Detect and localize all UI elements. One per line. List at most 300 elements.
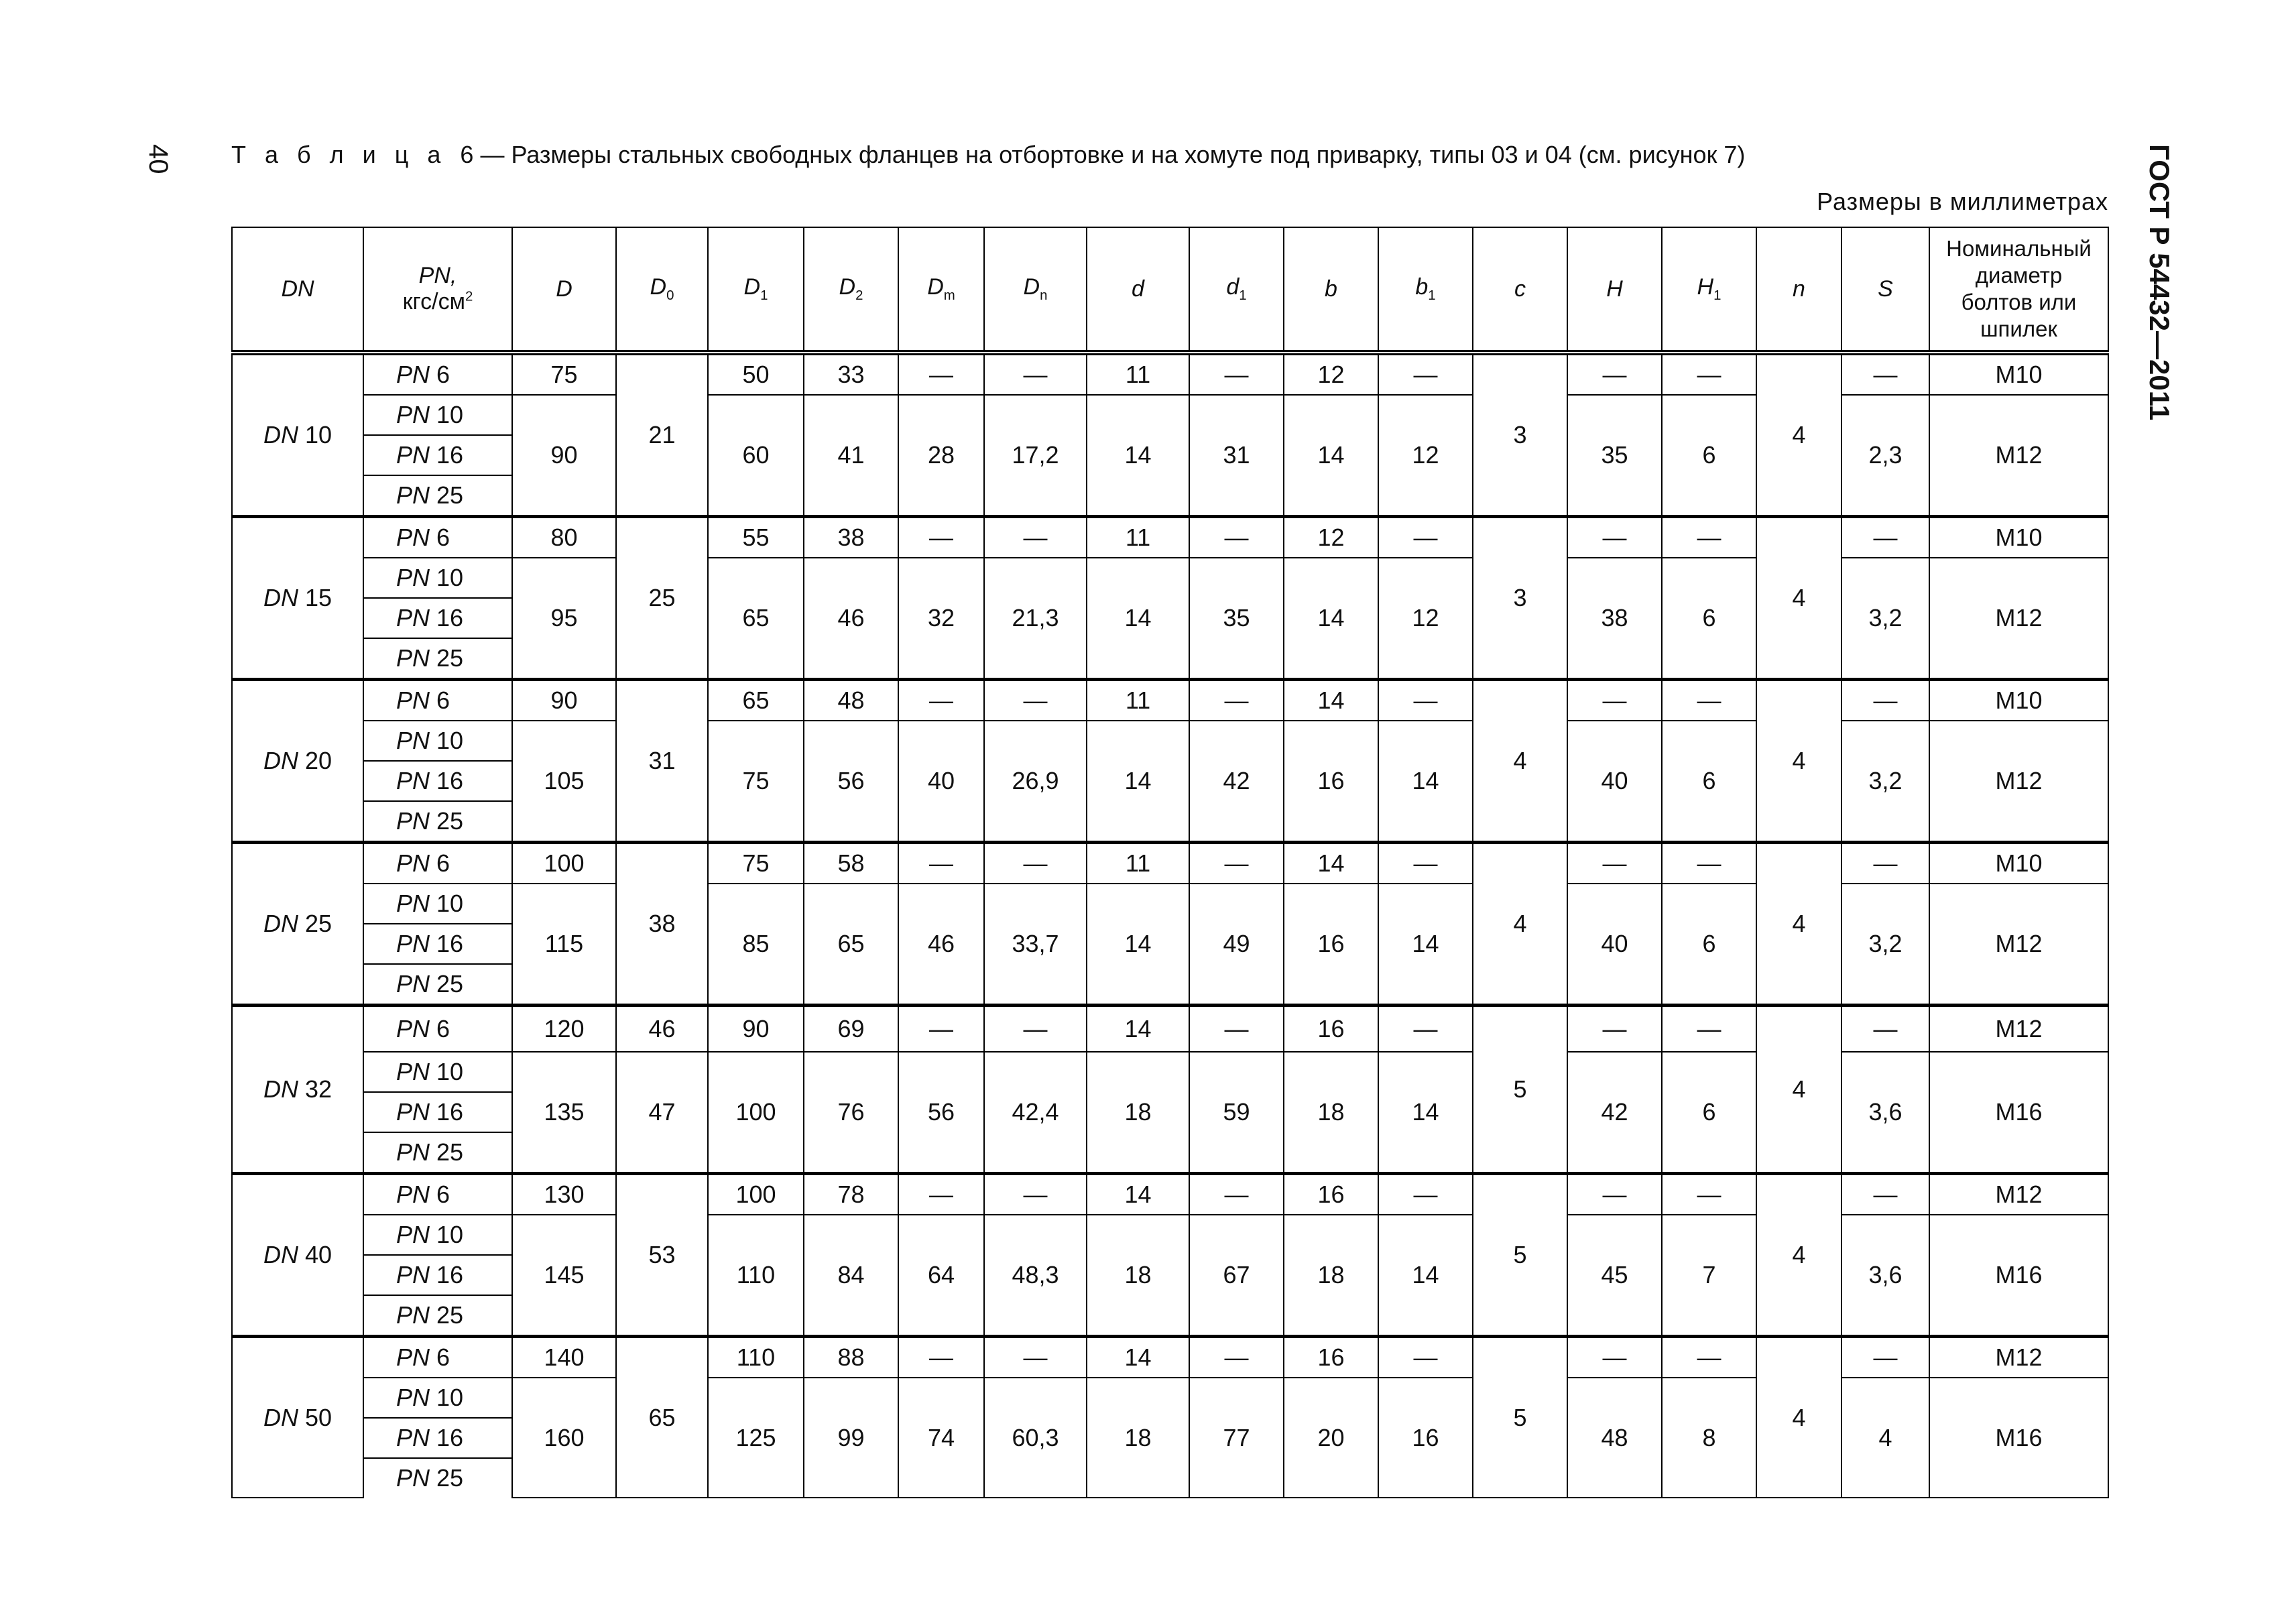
pn-prefix: PN xyxy=(396,727,430,754)
cell-c: 4 xyxy=(1473,843,1567,1006)
cell-D: 120 xyxy=(512,1006,616,1053)
cell-H: — xyxy=(1567,1174,1662,1215)
cell-bolt: М12 xyxy=(1929,884,2108,1006)
cell-pn xyxy=(363,843,512,884)
pn-value: 25 xyxy=(436,1301,464,1329)
cell-c: 4 xyxy=(1473,680,1567,843)
cell-D2: 69 xyxy=(804,1006,898,1053)
header-D: D xyxy=(512,227,616,353)
pn-value: 16 xyxy=(436,1261,464,1288)
pn-prefix: PN xyxy=(396,1343,430,1371)
dn-value: 50 xyxy=(304,1403,333,1431)
cell-d: 14 xyxy=(1087,721,1189,843)
cell-D0: 53 xyxy=(616,1174,708,1337)
pn-prefix: PN xyxy=(396,1384,430,1411)
cell-bolt: М16 xyxy=(1929,1052,2108,1174)
cell-d: 14 xyxy=(1087,1006,1189,1053)
cell-H1: 6 xyxy=(1662,1052,1756,1174)
cell-D1: 55 xyxy=(708,517,804,558)
cell-H1: — xyxy=(1662,1174,1756,1215)
cell-dn xyxy=(232,1337,363,1498)
header-dn: DN xyxy=(232,227,363,353)
pn-prefix: PN xyxy=(396,1301,430,1329)
cell-H: 35 xyxy=(1567,395,1662,517)
cell-dn xyxy=(232,843,363,1006)
cell-D0: 25 xyxy=(616,517,708,680)
cell-pn xyxy=(363,680,512,721)
dn-prefix: DN xyxy=(263,584,298,611)
cell-pn xyxy=(363,1006,512,1053)
cell-pn xyxy=(363,1337,512,1378)
cell-n: 4 xyxy=(1756,517,1841,680)
cell-pn xyxy=(363,1295,512,1337)
cell-d: 18 xyxy=(1087,1215,1189,1337)
cell-Dn: — xyxy=(984,1006,1087,1053)
cell-D0: 65 xyxy=(616,1337,708,1498)
cell-D2: 38 xyxy=(804,517,898,558)
cell-pn xyxy=(363,801,512,843)
pn-prefix: PN xyxy=(396,644,430,672)
dn-value: 40 xyxy=(304,1241,333,1268)
dn-value: 20 xyxy=(304,747,333,774)
dn-group xyxy=(232,1337,2108,1498)
cell-H1: 6 xyxy=(1662,395,1756,517)
pn-prefix: PN xyxy=(396,767,430,794)
units-note: Размеры в миллиметрах xyxy=(1817,188,2108,215)
cell-pn xyxy=(363,638,512,680)
header-D0: $D_0$ xyxy=(616,227,708,353)
cell-D2: 78 xyxy=(804,1174,898,1215)
cell-dn xyxy=(232,517,363,680)
cell-S: 3,2 xyxy=(1841,721,1929,843)
table-row xyxy=(232,843,2108,884)
cell-D2: 58 xyxy=(804,843,898,884)
cell-H1: — xyxy=(1662,517,1756,558)
dn-group xyxy=(232,680,2108,843)
cell-b1: — xyxy=(1378,843,1473,884)
cell-dn xyxy=(232,680,363,843)
cell-S: 3,6 xyxy=(1841,1052,1929,1174)
cell-D: 135 xyxy=(512,1052,616,1174)
cell-dn xyxy=(232,1006,363,1174)
cell-n: 4 xyxy=(1756,1006,1841,1174)
cell-D1: 75 xyxy=(708,721,804,843)
pn-prefix: PN xyxy=(396,564,430,591)
cell-d1: 77 xyxy=(1189,1378,1284,1498)
cell-pn xyxy=(363,475,512,517)
header-row xyxy=(232,227,2108,353)
cell-d1: 31 xyxy=(1189,395,1284,517)
cell-D2: 41 xyxy=(804,395,898,517)
cell-D0: 46 xyxy=(616,1006,708,1053)
cell-pn xyxy=(363,1215,512,1255)
cell-c: 3 xyxy=(1473,353,1567,517)
cell-pn xyxy=(363,1255,512,1295)
cell-D1: 60 xyxy=(708,395,804,517)
pn-prefix: PN xyxy=(396,481,430,509)
cell-b1: 14 xyxy=(1378,1215,1473,1337)
cell-pn xyxy=(363,517,512,558)
cell-b: 18 xyxy=(1284,1215,1378,1337)
cell-b1: — xyxy=(1378,1174,1473,1215)
pn-value: 25 xyxy=(436,1464,464,1492)
cell-H: 40 xyxy=(1567,884,1662,1006)
header-b: b xyxy=(1284,227,1378,353)
pn-value: 25 xyxy=(436,644,464,672)
cell-pn xyxy=(363,1378,512,1418)
pn-value: 16 xyxy=(436,767,464,794)
pn-value: 10 xyxy=(436,1221,464,1248)
cell-D: 80 xyxy=(512,517,616,558)
cell-d1: 35 xyxy=(1189,558,1284,680)
dn-group xyxy=(232,1174,2108,1337)
pn-value: 25 xyxy=(436,481,464,509)
cell-H1: — xyxy=(1662,353,1756,395)
cell-H: — xyxy=(1567,843,1662,884)
cell-d1: — xyxy=(1189,1174,1284,1215)
cell-bolt: М12 xyxy=(1929,721,2108,843)
cell-pn xyxy=(363,1092,512,1132)
cell-S: 2,3 xyxy=(1841,395,1929,517)
header-D2: $D_2$ xyxy=(804,227,898,353)
dn-value: 15 xyxy=(304,584,333,611)
cell-Dm: — xyxy=(898,843,984,884)
pn-prefix: PN xyxy=(396,970,430,998)
cell-d: 11 xyxy=(1087,843,1189,884)
pn-value: 16 xyxy=(436,1424,464,1451)
cell-S: — xyxy=(1841,1337,1929,1378)
pn-value: 6 xyxy=(436,1343,450,1371)
dn-value: 25 xyxy=(304,910,333,937)
cell-n: 4 xyxy=(1756,1174,1841,1337)
cell-D2: 56 xyxy=(804,721,898,843)
cell-b1: 14 xyxy=(1378,884,1473,1006)
cell-H: — xyxy=(1567,1006,1662,1053)
cell-D: 95 xyxy=(512,558,616,680)
cell-Dn: 33,7 xyxy=(984,884,1087,1006)
cell-bolt: М12 xyxy=(1929,558,2108,680)
cell-pn xyxy=(363,1458,512,1498)
table-caption xyxy=(231,141,1745,169)
cell-D0: 31 xyxy=(616,680,708,843)
pn-prefix: PN xyxy=(396,524,430,551)
cell-n: 4 xyxy=(1756,353,1841,517)
cell-d: 14 xyxy=(1087,395,1189,517)
dn-prefix: DN xyxy=(263,747,298,774)
cell-b1: 14 xyxy=(1378,1052,1473,1174)
cell-D1: 85 xyxy=(708,884,804,1006)
cell-b: 16 xyxy=(1284,884,1378,1006)
cell-bolt: М12 xyxy=(1929,395,2108,517)
pn-value: 10 xyxy=(436,401,464,428)
cell-D2: 46 xyxy=(804,558,898,680)
cell-d: 11 xyxy=(1087,517,1189,558)
cell-bolt: М12 xyxy=(1929,1337,2108,1378)
cell-Dm: 74 xyxy=(898,1378,984,1498)
cell-d1: 49 xyxy=(1189,884,1284,1006)
cell-b: 16 xyxy=(1284,1337,1378,1378)
pn-value: 10 xyxy=(436,1384,464,1411)
cell-Dm: 40 xyxy=(898,721,984,843)
cell-D1: 110 xyxy=(708,1337,804,1378)
cell-Dm: — xyxy=(898,1337,984,1378)
table-row xyxy=(232,680,2108,721)
cell-S: — xyxy=(1841,353,1929,395)
cell-D: 90 xyxy=(512,680,616,721)
dn-prefix: DN xyxy=(263,421,298,448)
table-row xyxy=(232,517,2108,558)
page-number: 40 xyxy=(143,144,173,174)
cell-Dn: 21,3 xyxy=(984,558,1087,680)
cell-H1: 7 xyxy=(1662,1215,1756,1337)
pn-value: 10 xyxy=(436,564,464,591)
cell-S: 4 xyxy=(1841,1378,1929,1498)
dn-group xyxy=(232,517,2108,680)
cell-Dm: 64 xyxy=(898,1215,984,1337)
pn-value: 6 xyxy=(436,686,450,714)
cell-d: 14 xyxy=(1087,558,1189,680)
cell-d: 18 xyxy=(1087,1378,1189,1498)
cell-D1: 110 xyxy=(708,1215,804,1337)
dn-value: 10 xyxy=(304,421,333,448)
cell-Dn: — xyxy=(984,1174,1087,1215)
dn-prefix: DN xyxy=(263,1241,298,1268)
table-caption-number: 6 xyxy=(460,141,474,168)
cell-D: 75 xyxy=(512,353,616,395)
header-d1: $d_1$ xyxy=(1189,227,1284,353)
pn-prefix: PN xyxy=(396,1261,430,1288)
header-b1: $b_1$ xyxy=(1378,227,1473,353)
pn-value: 16 xyxy=(436,930,464,957)
cell-d1: — xyxy=(1189,680,1284,721)
dn-value: 32 xyxy=(304,1075,333,1103)
cell-bolt: М10 xyxy=(1929,517,2108,558)
cell-d: 14 xyxy=(1087,1337,1189,1378)
pn-prefix: PN xyxy=(396,1181,430,1208)
dn-group xyxy=(232,1006,2108,1174)
cell-H: 45 xyxy=(1567,1215,1662,1337)
pn-prefix: PN xyxy=(396,1138,430,1166)
cell-D2: 33 xyxy=(804,353,898,395)
cell-d1: — xyxy=(1189,517,1284,558)
cell-D1: 125 xyxy=(708,1378,804,1498)
cell-H1: — xyxy=(1662,1337,1756,1378)
cell-d: 14 xyxy=(1087,884,1189,1006)
cell-H: 42 xyxy=(1567,1052,1662,1174)
cell-b1: — xyxy=(1378,1006,1473,1053)
cell-bolt: М16 xyxy=(1929,1378,2108,1498)
pn-prefix: PN xyxy=(396,1098,430,1126)
cell-S: — xyxy=(1841,680,1929,721)
cell-d1: 42 xyxy=(1189,721,1284,843)
cell-b1: 16 xyxy=(1378,1378,1473,1498)
cell-H: — xyxy=(1567,1337,1662,1378)
header-c: c xyxy=(1473,227,1567,353)
cell-D0: 21 xyxy=(616,353,708,517)
pn-value: 10 xyxy=(436,727,464,754)
table-row xyxy=(232,1337,2108,1378)
cell-d1: — xyxy=(1189,843,1284,884)
cell-Dn: 48,3 xyxy=(984,1215,1087,1337)
cell-D: 115 xyxy=(512,884,616,1006)
cell-Dn: 17,2 xyxy=(984,395,1087,517)
cell-n: 4 xyxy=(1756,843,1841,1006)
cell-Dm: 28 xyxy=(898,395,984,517)
pn-prefix: PN xyxy=(396,361,430,388)
cell-H: 40 xyxy=(1567,721,1662,843)
cell-S: 3,2 xyxy=(1841,558,1929,680)
cell-b: 16 xyxy=(1284,1174,1378,1215)
pn-prefix: PN xyxy=(396,930,430,957)
cell-b: 14 xyxy=(1284,558,1378,680)
cell-pn xyxy=(363,924,512,964)
cell-pn xyxy=(363,1418,512,1458)
cell-d: 18 xyxy=(1087,1052,1189,1174)
cell-Dm: — xyxy=(898,517,984,558)
header-H: H xyxy=(1567,227,1662,353)
cell-d: 11 xyxy=(1087,680,1189,721)
cell-H: 48 xyxy=(1567,1378,1662,1498)
cell-S: 3,6 xyxy=(1841,1215,1929,1337)
pn-value: 10 xyxy=(436,1058,464,1085)
cell-Dn: 60,3 xyxy=(984,1378,1087,1498)
dn-prefix: DN xyxy=(263,910,298,937)
cell-b: 14 xyxy=(1284,843,1378,884)
cell-d1: 59 xyxy=(1189,1052,1284,1174)
header-H1: $H_1$ xyxy=(1662,227,1756,353)
cell-b1: — xyxy=(1378,517,1473,558)
table-row xyxy=(232,1174,2108,1215)
pn-value: 25 xyxy=(436,970,464,998)
cell-pn xyxy=(363,761,512,801)
cell-H1: 8 xyxy=(1662,1378,1756,1498)
cell-b: 20 xyxy=(1284,1378,1378,1498)
cell-bolt: М16 xyxy=(1929,1215,2108,1337)
pn-prefix: PN xyxy=(396,1058,430,1085)
cell-H: — xyxy=(1567,680,1662,721)
pn-value: 16 xyxy=(436,441,464,469)
cell-D1: 75 xyxy=(708,843,804,884)
cell-b1: — xyxy=(1378,353,1473,395)
pn-prefix: PN xyxy=(396,1015,430,1042)
header-bolt-diameter: Номинальный диаметр болтов или шпилек xyxy=(1929,227,2108,353)
cell-bolt: М10 xyxy=(1929,680,2108,721)
cell-H: — xyxy=(1567,517,1662,558)
dn-group xyxy=(232,843,2108,1006)
cell-b: 16 xyxy=(1284,721,1378,843)
cell-D: 90 xyxy=(512,395,616,517)
pn-prefix: PN xyxy=(396,849,430,877)
dn-prefix: DN xyxy=(263,1403,298,1431)
cell-pn xyxy=(363,435,512,475)
cell-c: 5 xyxy=(1473,1337,1567,1498)
cell-D2: 99 xyxy=(804,1378,898,1498)
cell-b1: — xyxy=(1378,680,1473,721)
cell-D: 145 xyxy=(512,1215,616,1337)
cell-pn xyxy=(363,721,512,761)
cell-Dn: — xyxy=(984,517,1087,558)
pn-prefix: PN xyxy=(396,1464,430,1492)
pn-prefix: PN xyxy=(396,686,430,714)
cell-S: — xyxy=(1841,843,1929,884)
cell-b1: 14 xyxy=(1378,721,1473,843)
table-row xyxy=(232,1006,2108,1053)
cell-bolt: М12 xyxy=(1929,1006,2108,1053)
pn-prefix: PN xyxy=(396,441,430,469)
cell-pn xyxy=(363,1132,512,1174)
pn-value: 6 xyxy=(436,361,450,388)
pn-prefix: PN xyxy=(396,604,430,632)
cell-bolt: М10 xyxy=(1929,353,2108,395)
cell-d1: — xyxy=(1189,1337,1284,1378)
cell-D2: 76 xyxy=(804,1052,898,1174)
cell-D2: 88 xyxy=(804,1337,898,1378)
cell-S: — xyxy=(1841,517,1929,558)
cell-Dn: — xyxy=(984,680,1087,721)
cell-n: 4 xyxy=(1756,680,1841,843)
cell-d1: — xyxy=(1189,353,1284,395)
pn-prefix: PN xyxy=(396,807,430,835)
cell-bolt: М10 xyxy=(1929,843,2108,884)
cell-D1: 50 xyxy=(708,353,804,395)
header-pn: PN, кгс/$см^2$ xyxy=(363,227,512,353)
cell-D2: 84 xyxy=(804,1215,898,1337)
cell-Dm: — xyxy=(898,680,984,721)
dn-group xyxy=(232,353,2108,517)
cell-pn xyxy=(363,353,512,395)
table-row xyxy=(232,353,2108,395)
cell-Dm: — xyxy=(898,1006,984,1053)
cell-d1: 67 xyxy=(1189,1215,1284,1337)
cell-c: 3 xyxy=(1473,517,1567,680)
cell-pn xyxy=(363,395,512,435)
cell-b: 14 xyxy=(1284,680,1378,721)
cell-n: 4 xyxy=(1756,1337,1841,1498)
cell-H: — xyxy=(1567,353,1662,395)
pn-value: 6 xyxy=(436,1181,450,1208)
cell-c: 5 xyxy=(1473,1006,1567,1174)
cell-S: — xyxy=(1841,1006,1929,1053)
pn-prefix: PN xyxy=(396,890,430,917)
cell-D: 105 xyxy=(512,721,616,843)
pn-prefix: PN xyxy=(396,1221,430,1248)
cell-b: 16 xyxy=(1284,1006,1378,1053)
cell-Dn: — xyxy=(984,353,1087,395)
cell-H1: — xyxy=(1662,843,1756,884)
header-Dm: $D_m$ xyxy=(898,227,984,353)
cell-D1: 65 xyxy=(708,680,804,721)
cell-D: 130 xyxy=(512,1174,616,1215)
cell-b1: — xyxy=(1378,1337,1473,1378)
cell-D1: 100 xyxy=(708,1174,804,1215)
cell-Dn: 26,9 xyxy=(984,721,1087,843)
dn-prefix: DN xyxy=(263,1075,298,1103)
header-d: d xyxy=(1087,227,1189,353)
pn-value: 10 xyxy=(436,890,464,917)
cell-S: 3,2 xyxy=(1841,884,1929,1006)
cell-H1: 6 xyxy=(1662,558,1756,680)
standard-identifier: ГОСТ Р 54432—2011 xyxy=(2144,144,2175,421)
pn-value: 16 xyxy=(436,1098,464,1126)
cell-D2: 48 xyxy=(804,680,898,721)
cell-Dm: 32 xyxy=(898,558,984,680)
cell-D: 100 xyxy=(512,843,616,884)
flange-dimensions-table xyxy=(231,227,2109,1498)
cell-D1: 100 xyxy=(708,1052,804,1174)
header-S: S xyxy=(1841,227,1929,353)
cell-S: — xyxy=(1841,1174,1929,1215)
cell-d1: — xyxy=(1189,1006,1284,1053)
